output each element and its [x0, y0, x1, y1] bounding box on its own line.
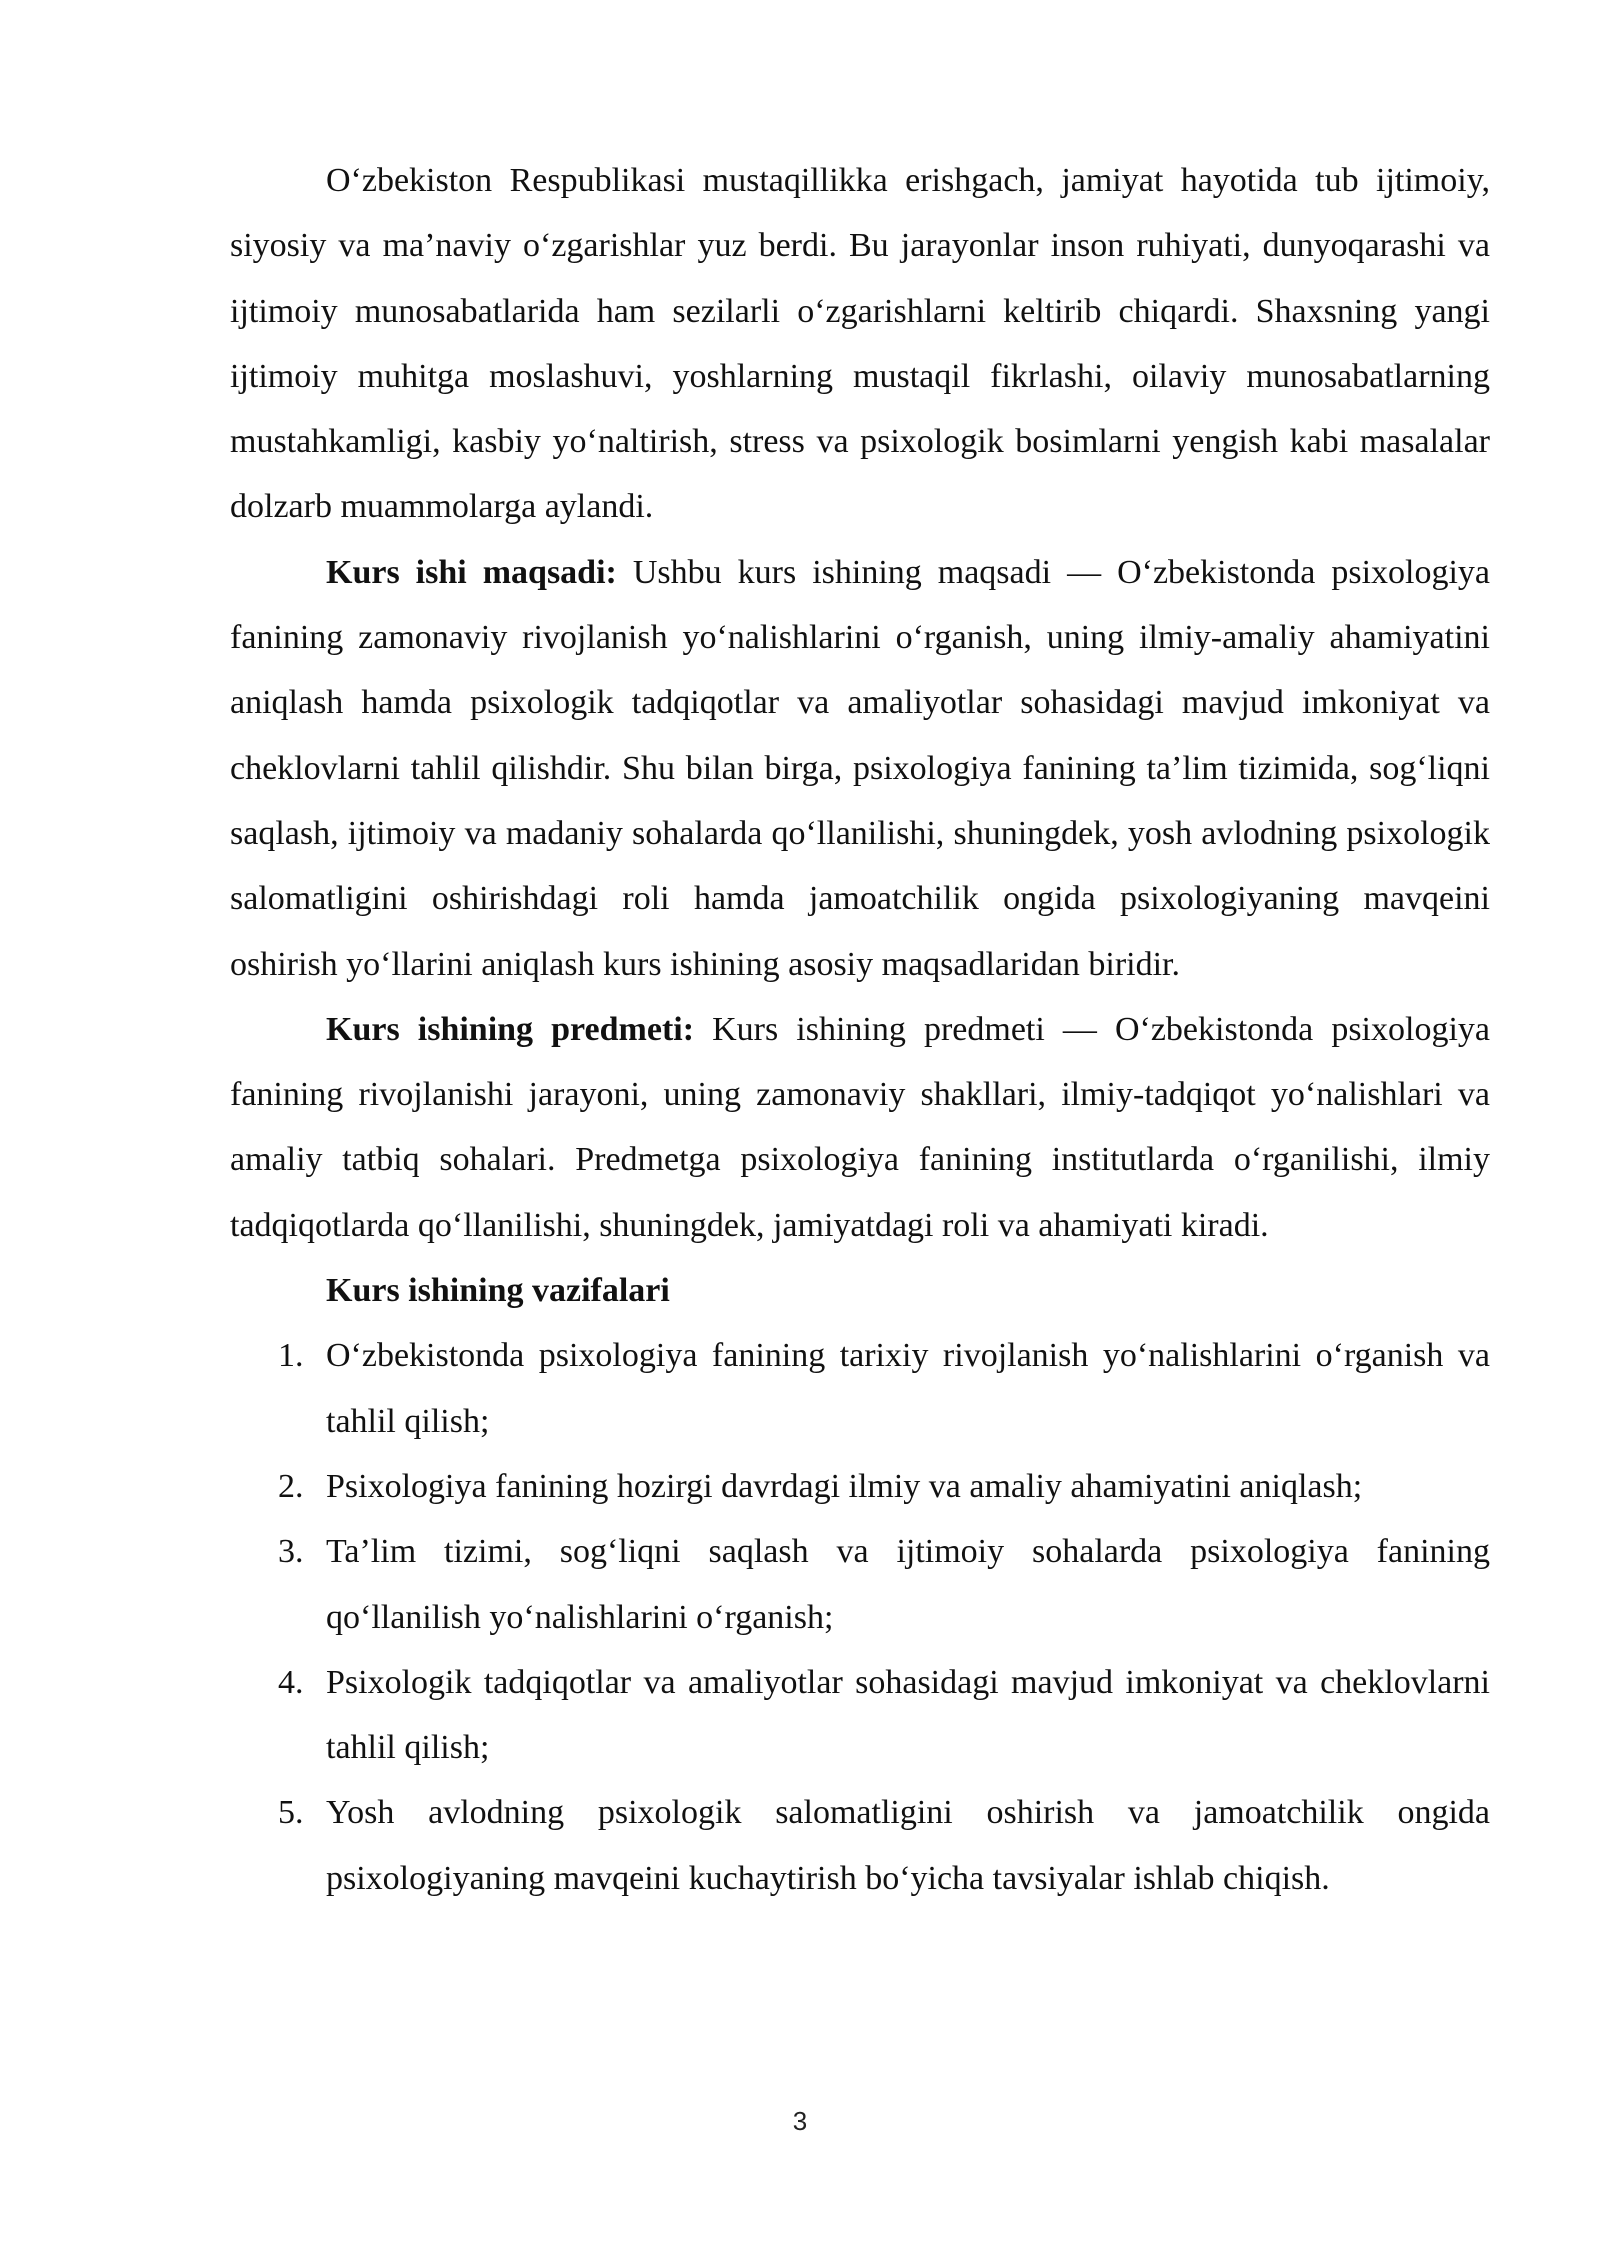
- task-text: Yosh avlodning psixologik salomatligini oshirish va jamoatchilik ongida psixologiyaning mavqeini kuchaytirish bo‘yicha tavsiyalar ishlab chiqish.: [326, 1794, 1490, 1897]
- intro-paragraph: O‘zbekiston Respublikasi mustaqillikka erishgach, jamiyat hayotida tub ijtimoiy, siyosiy va ma’naviy o‘zgarishlar yuz berdi. Bu jarayonlar inson ruhiyati, dunyoqarashi va ijtimoiy munosabatlarida ham sezilarli o‘zgarishlarni keltirib chiqardi. Shaxsning yangi ijtimoiy muhitga moslashuvi, yoshlarning mustaqil fikrlashi, oilaviy munosabatlarning mustahkamligi, kasbiy yo‘naltirish, stress va psixologik bosimlarni yengish kabi masalalar dolzarb muammolarga aylandi.: [230, 162, 1490, 526]
- goal-text: Ushbu kurs ishining maqsadi — O‘zbekistonda psixologiya fanining zamonaviy rivojlanish yo‘nalishlarini o‘rganish, uning ilmiy-amaliy ahamiyatini aniqlash hamda psixologik tadqiqotlar va amaliyotlar sohasidagi mavjud imkoniyat va cheklovlarni tahlil qilishdir. Shu bilan birga, psixologiya fanining ta’lim tizimida, sog‘liqni saqlash, ijtimoiy va madaniy sohalarda qo‘llanilishi, shuningdek, yosh avlodning psixologik salomatligini oshirishdagi roli hamda jamoatchilik ongida psixologiyaning mavqeini oshirish yo‘llarini aniqlash kurs ishining asosiy maqsadlaridan biridir.: [230, 553, 1490, 983]
- subject-label: Kurs ishining predmeti:: [326, 1010, 695, 1048]
- task-number: 2.: [278, 1467, 304, 1505]
- task-text: Psixologiya fanining hozirgi davrdagi ilmiy va amaliy ahamiyatini aniqlash;: [326, 1467, 1363, 1505]
- page-body: [230, 148, 1490, 1911]
- task-number: 3.: [278, 1533, 304, 1571]
- subject-text: Kurs ishining predmeti — O‘zbekistonda psixologiya fanining rivojlanishi jarayoni, uning zamonaviy shakllari, ilmiy-tadqiqot yo‘nalishlari va amaliy tatbiq sohalari. Predmetga psixologiya fanining institutlarda o‘rganilishi, ilmiy tadqiqotlarda qo‘llanilishi, shuningdek, jamiyatdagi roli va ahamiyati kiradi.: [230, 1010, 1490, 1244]
- task-number: 1.: [278, 1337, 304, 1375]
- task-item-1: [230, 1323, 1490, 1454]
- goal-label: Kurs ishi maqsadi:: [326, 553, 617, 591]
- subject-paragraph: [230, 997, 1490, 1258]
- task-item-4: [230, 1650, 1490, 1781]
- goal-paragraph: [230, 540, 1490, 997]
- task-item-2: [230, 1454, 1490, 1519]
- tasks-list: [230, 1323, 1490, 1911]
- task-text: Ta’lim tizimi, sog‘liqni saqlash va ijtimoiy sohalarda psixologiya fanining qo‘llanilish yo‘nalishlarini o‘rganish;: [326, 1533, 1490, 1636]
- task-item-3: [230, 1519, 1490, 1650]
- page-number: 3: [792, 2106, 808, 2136]
- task-text: O‘zbekistonda psixologiya fanining tarixiy rivojlanish yo‘nalishlarini o‘rganish va tahlil qilish;: [326, 1337, 1490, 1440]
- tasks-heading: Kurs ishining vazifalari: [326, 1272, 670, 1310]
- task-number: 5.: [278, 1794, 304, 1832]
- task-item-5: [230, 1780, 1490, 1911]
- task-text: Psixologik tadqiqotlar va amaliyotlar sohasidagi mavjud imkoniyat va cheklovlarni tahlil qilish;: [326, 1663, 1490, 1767]
- task-number: 4.: [278, 1663, 304, 1701]
